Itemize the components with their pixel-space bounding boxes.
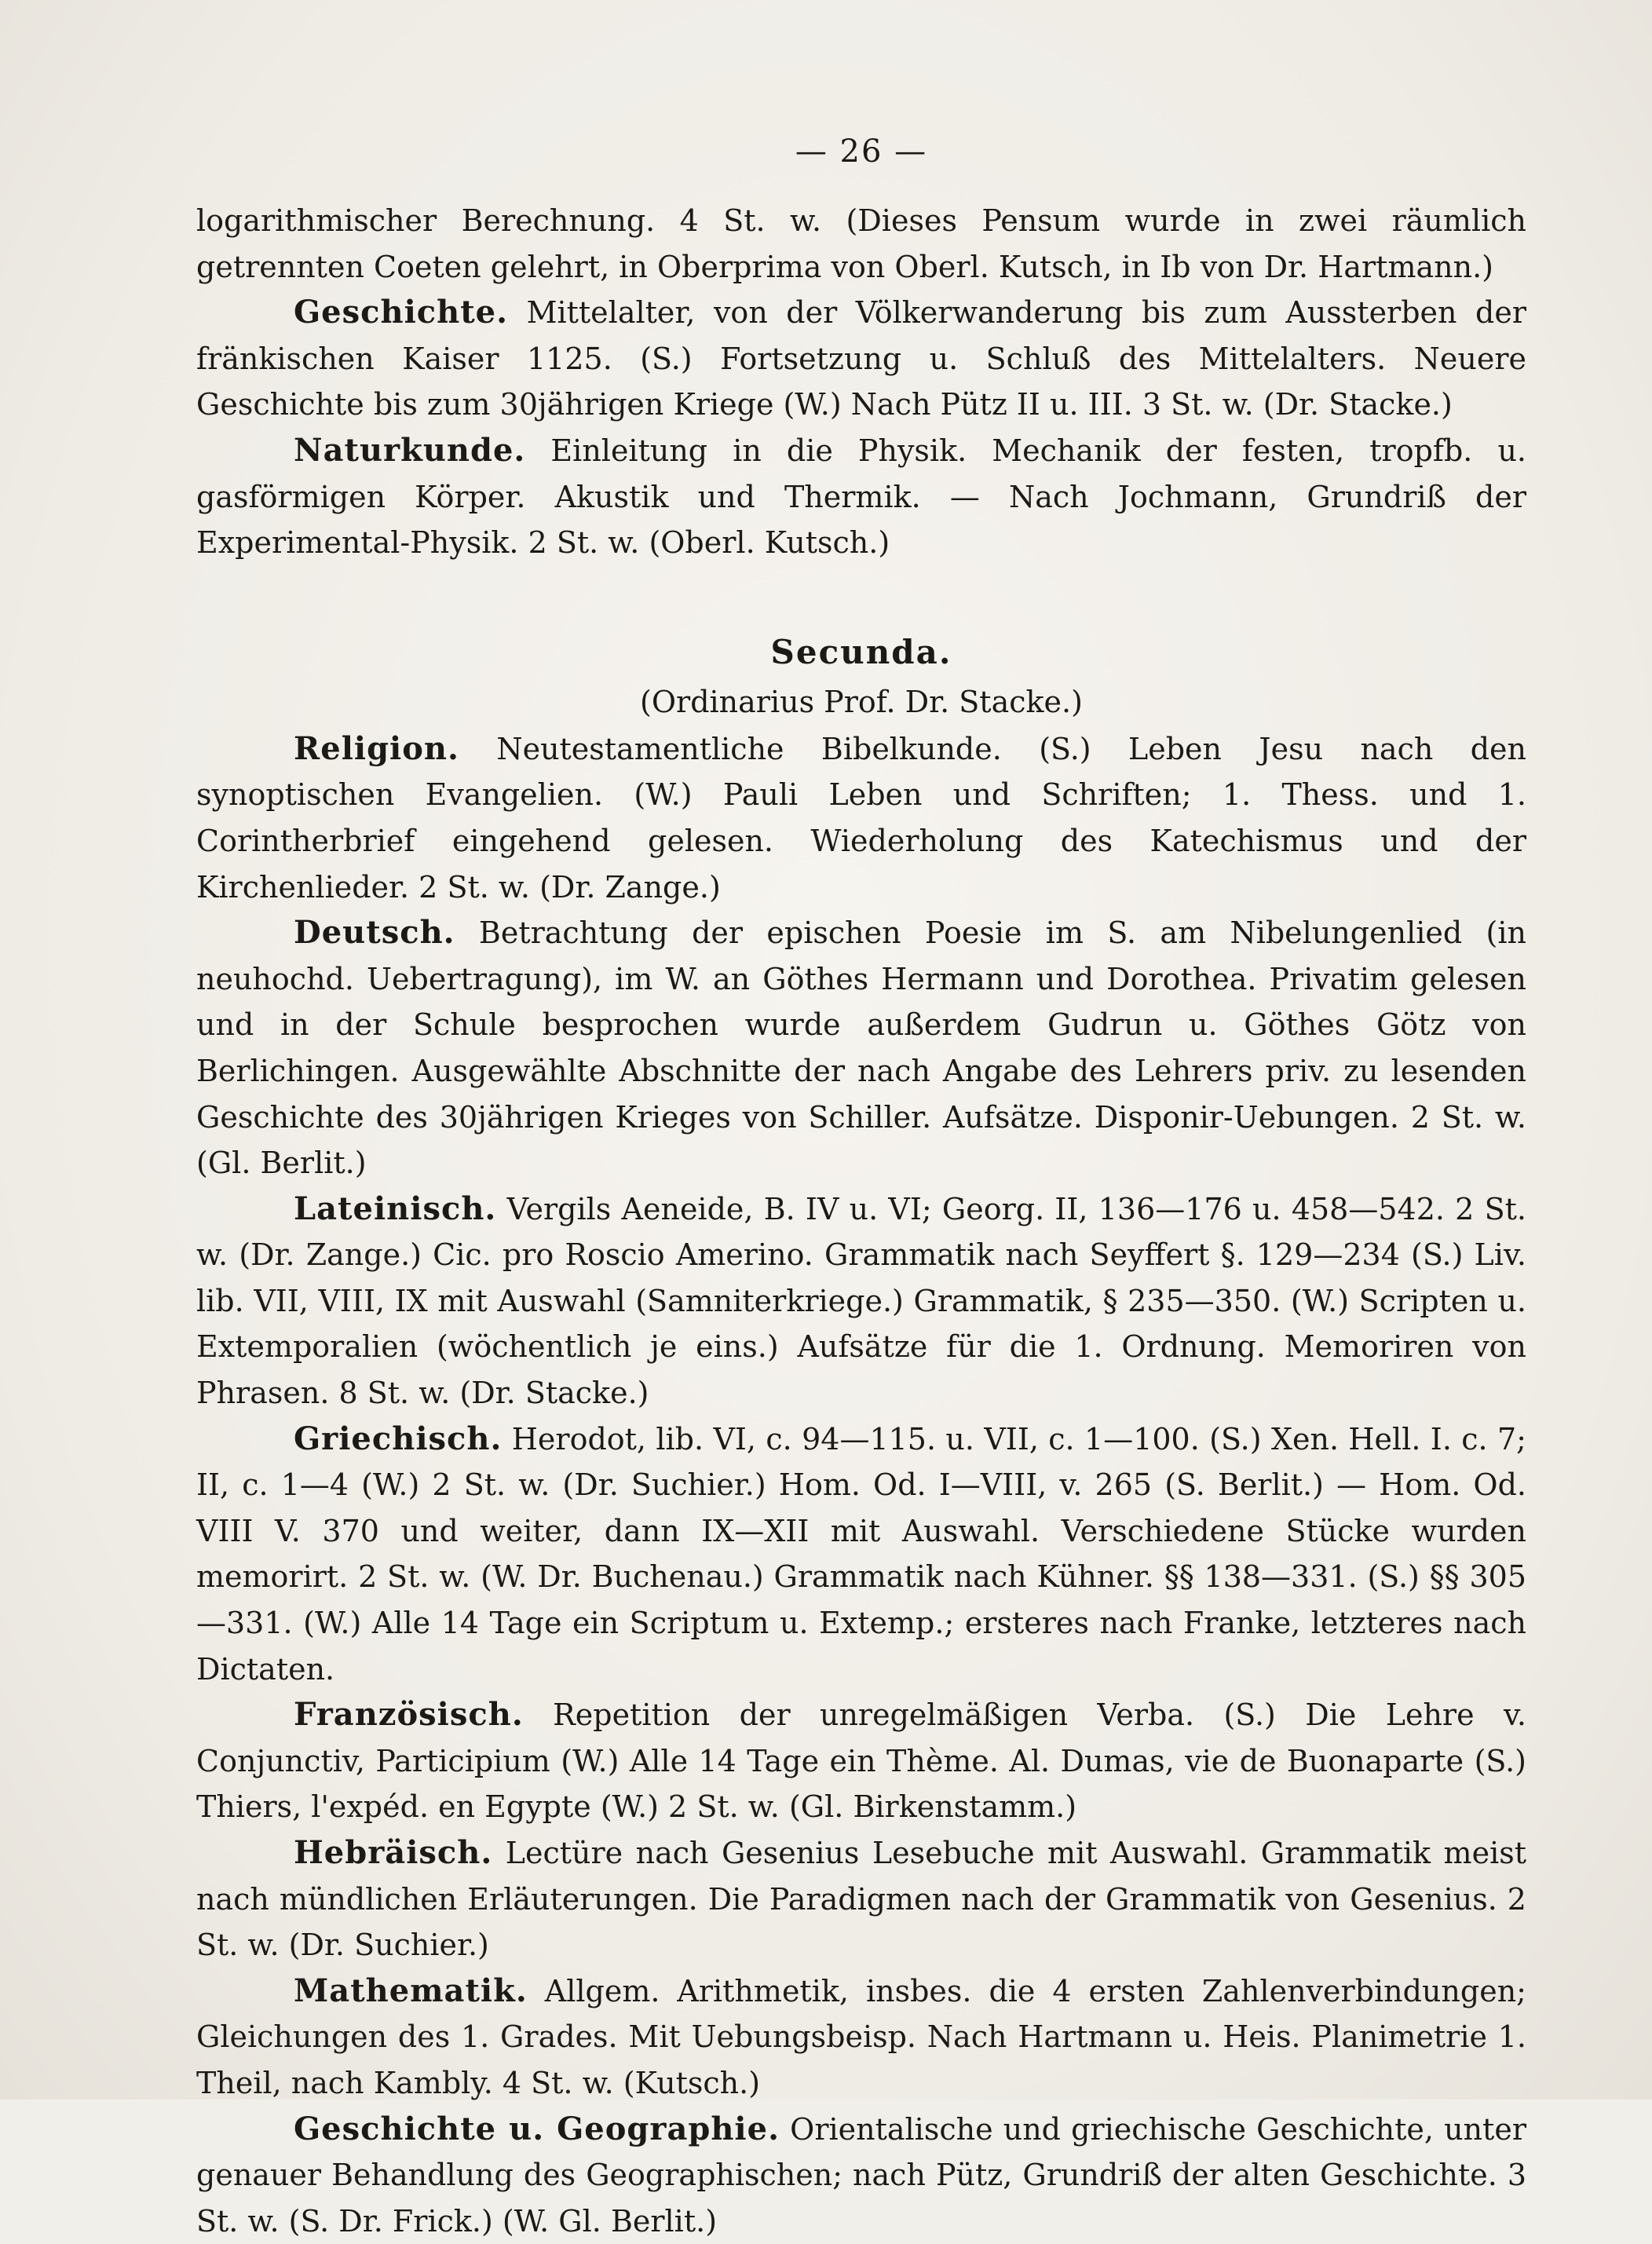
section-heading: Hebräisch. — [294, 1834, 493, 1871]
section-text: Repetition der unregelmäßigen Verba. (S.) Die Lehre v. Conjunctiv, Participium (W.) Alle 14 Tage ein Thème. Al. Dumas, vie de Buonaparte (S.) Thiers, l'expéd. en Egypte (W.) 2 St. w. (Gl. Birkenstamm.) — [196, 1698, 1526, 1825]
section-text: Neutestamentliche Bibelkunde. (S.) Leben Jesu nach den synoptischen Evangelien. (W.) Pauli Leben und Schriften; 1. Thess. und 1. Corintherbrief eingehend gelesen. Wiederholung des Katechismus und der Kirchenlieder. 2 St. w. (Dr. Zange.) — [196, 731, 1526, 905]
section-heading: Geschichte. — [294, 294, 509, 331]
section-text: Lectüre nach Gesenius Lesebuche mit Auswahl. Grammatik meist nach mündlichen Erläuterungen. Die Paradigmen nach der Grammatik von Gesenius. 2 St. w. (Dr. Suchier.) — [196, 1836, 1526, 1963]
section-heading: Deutsch. — [294, 914, 455, 952]
page-number: — 26 — — [795, 133, 928, 170]
section-heading: Französisch. — [294, 1696, 524, 1734]
section-geschichte-geographie — [196, 2107, 1526, 2244]
section-text: Allgem. Arithmetik, insbes. die 4 ersten Zahlenverbindungen; Gleichungen des 1. Grades. Mit Uebungsbeisp. Nach Hartmann u. Heis. Planimetrie 1. Theil, nach Kambly. 4 St. w. (Kutsch.) — [196, 1973, 1526, 2100]
section-text: Herodot, lib. VI, c. 94—115. u. VII, c. 1—100. (S.) Xen. Hell. I. c. 7; II, c. 1—4 (W.) 2 St. w. (Dr. Suchier.) Hom. Od. I—VIII, v. 265 (S. Berlit.) — Hom. Od. VIII V. 370 und weiter, dann IX—XII mit Auswahl. Verschiedene Stücke wurden memorirt. 2 St. w. (W. Dr. Buchenau.) Grammatik nach Kühner. §§ 138—331. (S.) §§ 305—331. (W.) Alle 14 Tage ein Scriptum u. Extemp.; ersteres nach Franke, letzteres nach Dictaten. — [196, 1421, 1526, 1687]
section-griechisch — [196, 1416, 1526, 1693]
section-text: Vergils Aeneide, B. IV u. VI; Georg. II, 136—176 u. 458—542. 2 St. w. (Dr. Zange.) Cic. pro Roscio Amerino. Grammatik nach Seyffert §. 129—234 (S.) Liv. lib. VII, VIII, IX mit Auswahl (Samniterkriege.) Grammatik, § 235—350. (W.) Scripten u. Extemporalien (wöchentlich je eins.) Aufsätze für die 1. Ordnung. Memoriren von Phrasen. 8 St. w. (Dr. Stacke.) — [196, 1191, 1526, 1411]
section-text: Betrachtung der epischen Poesie im S. am Nibelungenlied (in neuhochd. Uebertragung), im W. an Göthes Hermann und Dorothea. Privatim gelesen und in der Schule besprochen wurde außerdem Gudrun u. Göthes Götz von Berlichingen. Ausgewählte Abschnitte der nach Angabe des Lehrers priv. zu lesenden Geschichte des 30jährigen Krieges von Schiller. Aufsätze. Disponir-Uebungen. 2 St. w. (Gl. Berlit.) — [196, 916, 1526, 1181]
section-geschichte-prima — [196, 290, 1526, 428]
section-heading: Griechisch. — [294, 1420, 503, 1457]
section-religion — [196, 726, 1526, 910]
intro-text: logarithmischer Berechnung. 4 St. w. (Dieses Pensum wurde in zwei räumlich getrennten Coeten gelehrt, in Oberprima von Oberl. Kutsch, in Ib von Dr. Hartmann.) — [196, 203, 1526, 284]
section-heading: Religion. — [294, 729, 459, 767]
class-title-secunda: Secunda. — [770, 632, 952, 671]
section-heading: Mathematik. — [294, 1972, 528, 2009]
section-text: Mittelalter, von der Völkerwanderung bis zum Aussterben der fränkischen Kaiser 1125. (S.) Fortsetzung u. Schluß des Mittelalters. Neuere Geschichte bis zum 30jährigen Kriege (W.) Nach Pütz II u. III. 3 St. w. (Dr. Stacke.) — [196, 295, 1526, 422]
section-heading: Geschichte u. Geographie. — [294, 2110, 780, 2147]
section-franzoesisch — [196, 1692, 1526, 1830]
section-heading: Lateinisch. — [294, 1190, 497, 1227]
section-mathematik — [196, 1968, 1526, 2107]
section-text: Einleitung in die Physik. Mechanik der festen, tropfb. u. gasförmigen Körper. Akustik und Thermik. — Nach Jochmann, Grundriß der Experimental-Physik. 2 St. w. (Oberl. Kutsch.) — [196, 433, 1526, 561]
section-heading: Naturkunde. — [294, 431, 526, 469]
section-lateinisch — [196, 1186, 1526, 1416]
intro-paragraph — [196, 198, 1526, 290]
section-text: Orientalische und griechische Geschichte, unter genauer Behandlung des Geographischen; nach Pütz, Grundriß der alten Geschichte. 3 St. w. (S. Dr. Frick.) (W. Gl. Berlit.) — [196, 2111, 1526, 2239]
section-hebraeisch — [196, 1830, 1526, 1968]
ordinarius-line: (Ordinarius Prof. Dr. Stacke.) — [640, 684, 1083, 719]
section-deutsch — [196, 910, 1526, 1186]
section-naturkunde — [196, 428, 1526, 566]
